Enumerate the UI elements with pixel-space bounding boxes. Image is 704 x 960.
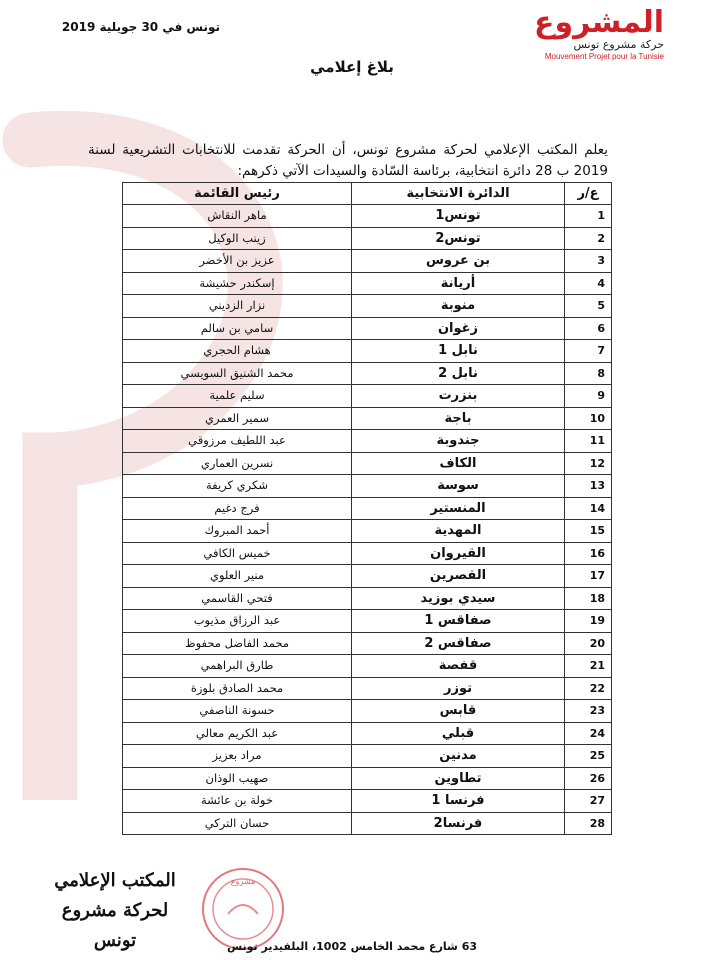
row-circonscription: قبلي [352, 722, 565, 745]
row-num: 1 [565, 205, 612, 228]
row-num: 15 [565, 520, 612, 543]
row-num: 20 [565, 632, 612, 655]
logo-main-text: المشروع [534, 5, 664, 40]
row-num: 13 [565, 475, 612, 498]
row-num: 26 [565, 767, 612, 790]
table-row [123, 475, 612, 498]
row-circonscription: قفصة [352, 655, 565, 678]
signature-line-2: لحركة مشروع تونس [61, 900, 169, 951]
row-num: 24 [565, 722, 612, 745]
row-list-head: شكري كريفة [123, 475, 352, 498]
stamp-text: مشروع [230, 877, 256, 886]
candidates-table [122, 182, 612, 835]
row-circonscription: المهدية [352, 520, 565, 543]
row-circonscription: المنستير [352, 497, 565, 520]
table-header-row [123, 183, 612, 205]
row-circonscription: بنزرت [352, 385, 565, 408]
logo-french-text: Mouvement Projet pour la Tunisie [544, 52, 664, 61]
logo-sub-text: حركة مشروع تونس [573, 38, 664, 51]
table-row [123, 632, 612, 655]
table-row [123, 205, 612, 228]
header-list-head: رئيس القائمة [123, 183, 352, 205]
row-list-head: هشام الحجري [123, 340, 352, 363]
row-circonscription: صفاقس 2 [352, 632, 565, 655]
row-num: 10 [565, 407, 612, 430]
table-row [123, 227, 612, 250]
row-circonscription: تونس2 [352, 227, 565, 250]
row-num: 25 [565, 745, 612, 768]
row-num: 16 [565, 542, 612, 565]
row-list-head: فرج دغيم [123, 497, 352, 520]
row-list-head: محمد الفاضل محفوظ [123, 632, 352, 655]
row-circonscription: أريانة [352, 272, 565, 295]
table-row [123, 587, 612, 610]
row-num: 11 [565, 430, 612, 453]
row-list-head: فتحي القاسمي [123, 587, 352, 610]
row-circonscription: توزر [352, 677, 565, 700]
row-num: 7 [565, 340, 612, 363]
row-list-head: مراد بعزيز [123, 745, 352, 768]
table-row [123, 745, 612, 768]
table-row [123, 722, 612, 745]
row-circonscription: نابل 1 [352, 340, 565, 363]
row-num: 3 [565, 250, 612, 273]
table-row [123, 340, 612, 363]
row-num: 27 [565, 790, 612, 813]
table-row [123, 520, 612, 543]
table-row [123, 812, 612, 835]
table-row [123, 295, 612, 318]
table-row [123, 700, 612, 723]
row-circonscription: زغوان [352, 317, 565, 340]
row-circonscription: القيروان [352, 542, 565, 565]
table-body [123, 205, 612, 835]
row-list-head: عبد اللطيف مرزوقي [123, 430, 352, 453]
table-row [123, 655, 612, 678]
table-row [123, 497, 612, 520]
table-row [123, 790, 612, 813]
row-circonscription: تونس1 [352, 205, 565, 228]
row-circonscription: نابل 2 [352, 362, 565, 385]
row-list-head: ماهر النقاش [123, 205, 352, 228]
row-list-head: نزار الزديني [123, 295, 352, 318]
row-list-head: خميس الكافي [123, 542, 352, 565]
row-list-head: عبد الكريم معالي [123, 722, 352, 745]
row-num: 22 [565, 677, 612, 700]
row-circonscription: القصرين [352, 565, 565, 588]
row-num: 8 [565, 362, 612, 385]
row-circonscription: تطاوين [352, 767, 565, 790]
row-circonscription: سوسة [352, 475, 565, 498]
table-row [123, 430, 612, 453]
intro-paragraph: يعلم المكتب الإعلامي لحركة مشروع تونس، أن الحركة تقدمت للانتخابات التشريعية لسنة 2019 ب 28 دائرة انتخابية، برئاسة السّادة والسيدات الآتي ذكرهم: [88, 141, 608, 179]
row-list-head: محمد الشنيق السويسي [123, 362, 352, 385]
header-num: ع/ر [565, 183, 612, 205]
row-num: 9 [565, 385, 612, 408]
row-num: 14 [565, 497, 612, 520]
row-circonscription: منوبة [352, 295, 565, 318]
row-circonscription: الكاف [352, 452, 565, 475]
row-num: 4 [565, 272, 612, 295]
row-num: 2 [565, 227, 612, 250]
row-num: 23 [565, 700, 612, 723]
row-list-head: صهيب الوذان [123, 767, 352, 790]
signature-line-1: المكتب الإعلامي [54, 870, 176, 891]
table-row [123, 272, 612, 295]
row-list-head: حسونة الناصفي [123, 700, 352, 723]
row-list-head: عزيز بن الأخضر [123, 250, 352, 273]
table-row [123, 542, 612, 565]
row-num: 6 [565, 317, 612, 340]
table-row [123, 610, 612, 633]
row-list-head: أحمد المبروك [123, 520, 352, 543]
row-list-head: زينب الوكيل [123, 227, 352, 250]
row-num: 21 [565, 655, 612, 678]
row-list-head: حسان التركي [123, 812, 352, 835]
row-list-head: محمد الصادق بلوزة [123, 677, 352, 700]
row-circonscription: فرنسا2 [352, 812, 565, 835]
row-circonscription: فرنسا 1 [352, 790, 565, 813]
row-list-head: عبد الرزاق مذيوب [123, 610, 352, 633]
row-circonscription: صفاقس 1 [352, 610, 565, 633]
row-num: 5 [565, 295, 612, 318]
row-list-head: نسرين العماري [123, 452, 352, 475]
table-row [123, 452, 612, 475]
row-num: 12 [565, 452, 612, 475]
row-list-head: سليم علمية [123, 385, 352, 408]
row-list-head: طارق البراهمي [123, 655, 352, 678]
table-row [123, 317, 612, 340]
row-list-head: سمير العمري [123, 407, 352, 430]
row-list-head: سامي بن سالم [123, 317, 352, 340]
row-list-head: منير العلوي [123, 565, 352, 588]
table-row [123, 677, 612, 700]
table-row [123, 362, 612, 385]
row-circonscription: سيدي بوزيد [352, 587, 565, 610]
row-num: 18 [565, 587, 612, 610]
row-circonscription: قابس [352, 700, 565, 723]
table-row [123, 767, 612, 790]
table-row [123, 385, 612, 408]
row-list-head: إسكندر حشيشة [123, 272, 352, 295]
table-row [123, 250, 612, 273]
row-list-head: خولة بن عائشة [123, 790, 352, 813]
document-date: تونس في 30 جويلية 2019 [61, 20, 220, 34]
row-num: 19 [565, 610, 612, 633]
table-row [123, 407, 612, 430]
footer-address: 63 شارع محمد الخامس 1002، البلفيدير تونس [226, 940, 477, 953]
row-num: 28 [565, 812, 612, 835]
row-circonscription: بن عروس [352, 250, 565, 273]
row-circonscription: مدنين [352, 745, 565, 768]
header-circonscription: الدائرة الانتخابية [352, 183, 565, 205]
row-circonscription: جندوبة [352, 430, 565, 453]
row-num: 17 [565, 565, 612, 588]
table-row [123, 565, 612, 588]
page-title: بلاغ إعلامي [310, 58, 394, 76]
row-circonscription: باجة [352, 407, 565, 430]
